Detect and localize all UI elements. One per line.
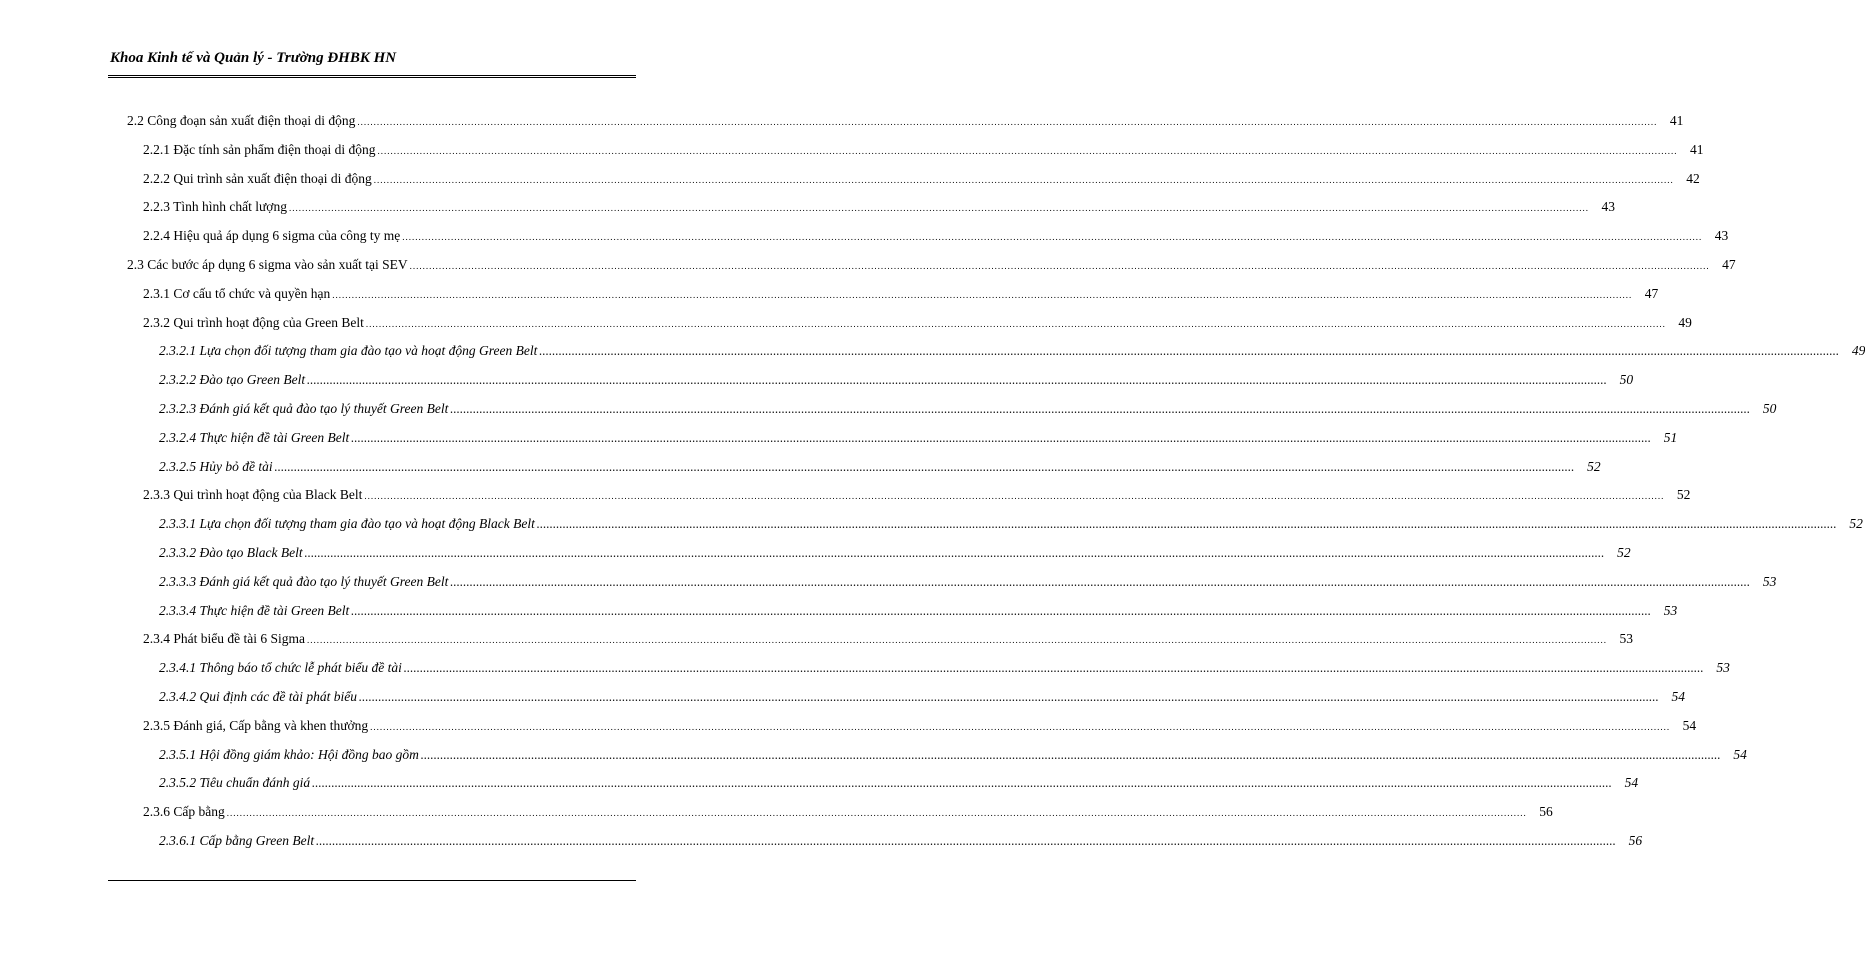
toc-dot-leader: ................................................................................................................................................................................................................................................................................................................................................................................................................	[450, 577, 1751, 588]
toc-dot-leader: ................................................................................................................................................................................................................................................................................................................................................................................................................	[351, 433, 1652, 444]
toc-entry	[143, 631, 1633, 647]
toc-entry	[143, 487, 1691, 503]
toc-entry-page: 54	[1682, 717, 1697, 733]
toc-entry	[143, 141, 1704, 158]
toc-entry	[143, 199, 1615, 215]
toc-dot-leader: ................................................................................................................................................................................................................................................................................................................................................................................................................	[358, 693, 1659, 703]
toc-dot-leader: ................................................................................................................................................................................................................................................................................................................................................................................................................	[274, 462, 1575, 473]
toc-dot-leader: ................................................................................................................................................................................................................................................................................................................................................................................................................	[420, 750, 1721, 761]
toc-entry-page: 53	[1762, 573, 1777, 589]
toc-dot-leader: ................................................................................................................................................................................................................................................................................................................................................................................................................	[450, 405, 1751, 415]
toc-entry-page: 54	[1671, 689, 1685, 704]
toc-entry-page: 50	[1619, 372, 1634, 388]
toc-entry	[159, 689, 1685, 705]
toc-dot-leader: ................................................................................................................................................................................................................................................................................................................................................................................................................	[312, 779, 1613, 790]
toc-entry-page: 53	[1619, 631, 1633, 647]
toc-entry-label: 2.3.4.1 Thông báo tổ chức lễ phát biểu đề tài	[159, 660, 402, 676]
toc-dot-leader: ................................................................................................................................................................................................................................................................................................................................................................................................................	[364, 491, 1665, 502]
toc-entry-page: 41	[1669, 113, 1684, 128]
toc-entry-page: 51	[1663, 429, 1678, 445]
toc-dot-leader: ................................................................................................................................................................................................................................................................................................................................................................................................................	[539, 347, 1840, 358]
toc-entry	[159, 602, 1678, 619]
toc-dot-leader: ................................................................................................................................................................................................................................................................................................................................................................................................................	[316, 837, 1617, 847]
toc-entry	[159, 775, 1639, 791]
toc-entry	[143, 717, 1697, 734]
toc-entry-label: 2.3.4.2 Qui định các đề tài phát biểu	[159, 689, 357, 704]
toc-dot-leader: ................................................................................................................................................................................................................................................................................................................................................................................................................	[306, 635, 1607, 646]
toc-entry	[159, 343, 1865, 359]
toc-dot-leader: ................................................................................................................................................................................................................................................................................................................................................................................................................	[377, 145, 1678, 156]
toc-entry	[143, 314, 1692, 331]
toc-entry	[159, 746, 1747, 763]
toc-dot-leader: ................................................................................................................................................................................................................................................................................................................................................................................................................	[370, 721, 1671, 732]
toc-dot-leader: ................................................................................................................................................................................................................................................................................................................................................................................................................	[304, 549, 1605, 559]
toc-entry-page: 53	[1716, 660, 1730, 676]
toc-entry-page: 41	[1689, 141, 1704, 157]
toc-entry-label: 2.3.5.1 Hội đồng giám khảo: Hội đồng bao gồm	[159, 746, 419, 762]
toc-dot-leader: ................................................................................................................................................................................................................................................................................................................................................................................................................	[403, 664, 1704, 675]
toc-entry-page: 47	[1644, 285, 1659, 301]
toc-entry-label: 2.3.2 Qui trình hoạt động của Green Belt	[143, 314, 364, 330]
toc-entry-page: 43	[1714, 228, 1729, 244]
toc-entry-label: 2.3.1 Cơ cấu tổ chức và quyền hạn	[143, 285, 331, 301]
toc-entry-label: 2.3.3.4 Thực hiện đề tài Green Belt	[159, 602, 350, 618]
toc-entry	[159, 545, 1631, 561]
toc-dot-leader: ................................................................................................................................................................................................................................................................................................................................................................................................................	[307, 376, 1608, 387]
toc-entry-page: 50	[1762, 401, 1777, 416]
toc-entry	[143, 228, 1729, 244]
toc-dot-leader: ................................................................................................................................................................................................................................................................................................................................................................................................................	[409, 261, 1710, 271]
footer-rule	[108, 880, 636, 881]
toc-entry	[159, 833, 1643, 849]
toc-dot-leader: ................................................................................................................................................................................................................................................................................................................................................................................................................	[226, 808, 1527, 819]
toc-entry-page: 49	[1678, 314, 1692, 330]
toc-entry-page: 42	[1686, 170, 1700, 186]
toc-dot-leader: ................................................................................................................................................................................................................................................................................................................................................................................................................	[357, 117, 1658, 127]
toc-dot-leader: ................................................................................................................................................................................................................................................................................................................................................................................................................	[536, 520, 1837, 531]
toc-entry-label: 2.3.2.5 Hủy bỏ đề tài	[159, 458, 273, 474]
toc-entry	[159, 516, 1863, 532]
toc-entry-label: 2.3.5 Đánh giá, Cấp bằng và khen thưởng	[143, 717, 369, 733]
toc-entry-label: 2.3.6.1 Cấp bằng Green Belt	[159, 833, 315, 848]
toc-entry-label: 2.2.4 Hiệu quả áp dụng 6 sigma của công ty mẹ	[143, 228, 401, 244]
toc-entry	[159, 458, 1601, 475]
toc-entry-page: 52	[1849, 516, 1863, 532]
toc-entry	[143, 170, 1700, 187]
toc-entry-label: 2.3.5.2 Tiêu chuẩn đánh giá	[159, 775, 311, 791]
toc-entry-label: 2.2 Công đoạn sản xuất điện thoại di động	[127, 113, 356, 128]
toc-entry-page: 54	[1733, 746, 1747, 762]
toc-entry-label: 2.3.3.1 Lựa chọn đối tượng tham gia đào tạo và hoạt động Black Belt	[159, 516, 535, 532]
toc-entry-label: 2.3.3.3 Đánh giá kết quả đào tạo lý thuyết Green Belt	[159, 573, 449, 589]
toc-entry-page: 56	[1539, 804, 1553, 820]
toc-entry-page: 53	[1663, 602, 1678, 618]
toc-entry	[127, 113, 1684, 129]
toc-entry-page: 56	[1628, 833, 1643, 848]
toc-dot-leader: ................................................................................................................................................................................................................................................................................................................................................................................................................	[351, 606, 1652, 617]
toc-entry-label: 2.3.6 Cấp bằng	[143, 804, 225, 820]
toc-entry-page: 43	[1601, 199, 1615, 215]
header-rule	[108, 75, 636, 78]
toc-entry	[143, 804, 1553, 820]
toc-entry-label: 2.3.2.2 Đào tạo Green Belt	[159, 372, 306, 388]
toc-entry-label: 2.3.3 Qui trình hoạt động của Black Belt	[143, 487, 363, 503]
toc-dot-leader: ................................................................................................................................................................................................................................................................................................................................................................................................................	[402, 232, 1703, 243]
toc-entry-label: 2.3.4 Phát biểu đề tài 6 Sigma	[143, 631, 305, 647]
toc-entry	[143, 285, 1659, 302]
toc-entry-label: 2.3 Các bước áp dụng 6 sigma vào sản xuất tại SEV	[127, 257, 408, 272]
toc-entry-label: 2.3.3.2 Đào tạo Black Belt	[159, 545, 303, 560]
toc-entry-label: 2.2.1 Đặc tính sản phẩm điện thoại di động	[143, 141, 376, 157]
toc-entry	[159, 372, 1634, 388]
toc-entry-label: 2.2.3 Tình hình chất lượng	[143, 199, 287, 215]
toc-entry	[159, 573, 1777, 590]
toc-entry-page: 54	[1624, 775, 1639, 791]
toc-entry-page: 52	[1587, 458, 1601, 474]
toc-entry-label: 2.3.2.4 Thực hiện đề tài Green Belt	[159, 429, 350, 445]
toc-entry-page: 52	[1676, 487, 1691, 503]
toc-dot-leader: ................................................................................................................................................................................................................................................................................................................................................................................................................	[288, 203, 1589, 214]
toc-entry-page: 52	[1617, 545, 1631, 560]
toc-dot-leader: ................................................................................................................................................................................................................................................................................................................................................................................................................	[373, 174, 1674, 185]
toc-entry-label: 2.3.2.1 Lựa chọn đối tượng tham gia đào tạo và hoạt động Green Belt	[159, 343, 538, 359]
toc-entry	[159, 660, 1730, 676]
toc-entry-page: 47	[1722, 257, 1736, 272]
toc-entry	[127, 257, 1736, 273]
toc-entry	[159, 401, 1777, 417]
toc-entry	[159, 429, 1678, 446]
toc-dot-leader: ................................................................................................................................................................................................................................................................................................................................................................................................................	[332, 289, 1633, 300]
page-header: Khoa Kinh tế và Quản lý - Trường ĐHBK HN	[110, 50, 397, 66]
toc-dot-leader: ................................................................................................................................................................................................................................................................................................................................................................................................................	[365, 318, 1666, 329]
toc-entry-label: 2.2.2 Qui trình sản xuất điện thoại di động	[143, 170, 372, 186]
toc-entry-label: 2.3.2.3 Đánh giá kết quả đào tạo lý thuyết Green Belt	[159, 401, 449, 416]
toc-entry-page: 49	[1851, 343, 1865, 359]
